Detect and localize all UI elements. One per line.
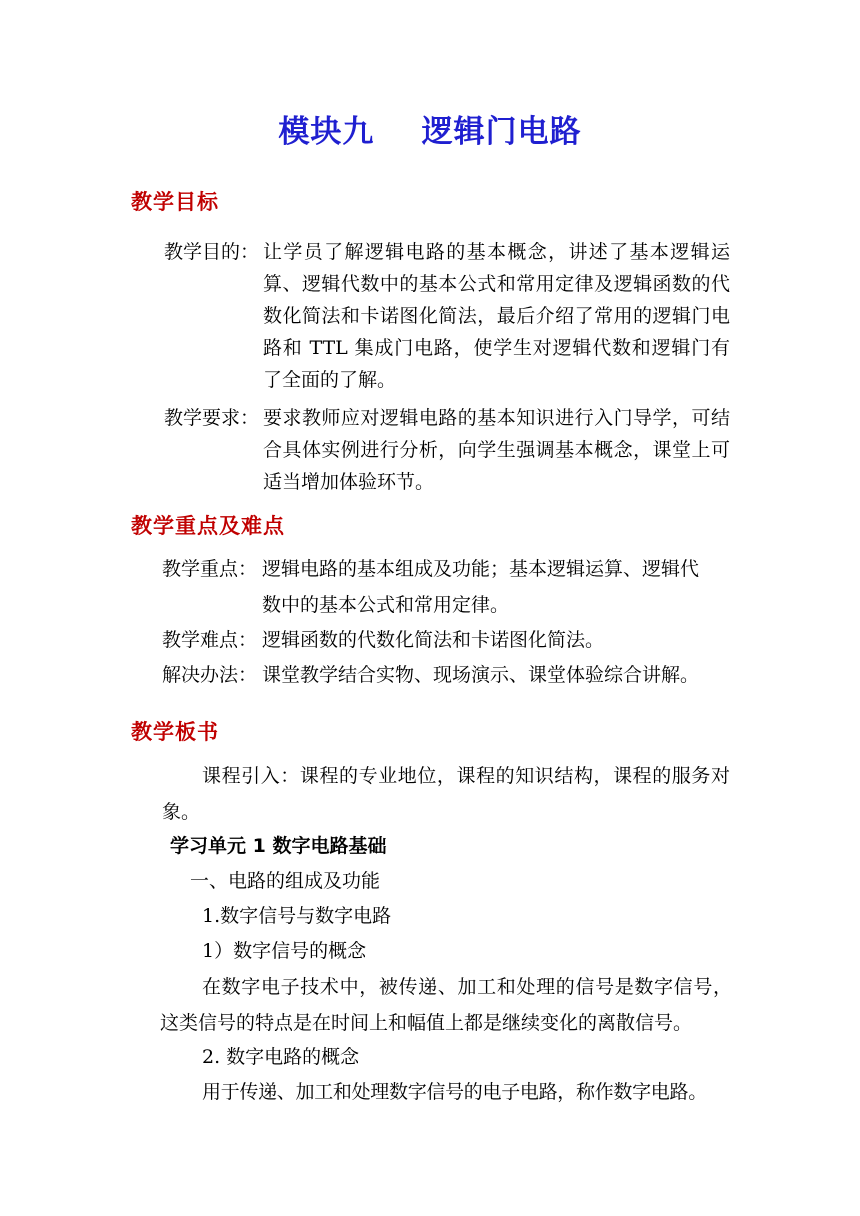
item-2: 2. 数字电路的概念 (202, 1046, 360, 1068)
document-title: 模块九 逻辑门电路 (278, 114, 582, 150)
requirement-label: 教学要求： (164, 407, 260, 429)
requirement-text: 要求教师应对逻辑电路的基本知识进行入门导学，可结合具体实例进行分析，向学生强调基本概念，课堂上可适当增加体验环节。 (263, 407, 730, 493)
purpose-block (164, 236, 730, 396)
key-label: 教学重点： (162, 558, 258, 580)
purpose-label: 教学目的： (164, 241, 260, 263)
paragraph-1: 在数字电子技术中，被传递、加工和处理的信号是数字信号，这类信号的特点是在时间上和幅值上都是继续变化的离散信号。 (160, 976, 732, 1034)
item-1: 1.数字信号与数字电路 (202, 905, 392, 927)
key-line-2: 数中的基本公式和常用定律。 (262, 594, 510, 616)
solution-text: 课堂教学结合实物、现场演示、课堂体验综合讲解。 (262, 664, 700, 686)
heading-objectives: 教学目标 (131, 190, 219, 214)
paragraph-2: 用于传递、加工和处理数字信号的电子电路，称作数字电路。 (202, 1081, 707, 1103)
key-line-1: 逻辑电路的基本组成及功能；基本逻辑运算、逻辑代 (262, 558, 700, 580)
solution-label: 解决办法： (162, 664, 258, 686)
item-1-1: 1）数字信号的概念 (202, 940, 367, 962)
heading-keypoints: 教学重点及难点 (131, 514, 285, 538)
unit-title: 学习单元 1 数字电路基础 (170, 835, 387, 857)
intro-paragraph: 课程引入：课程的专业地位，课程的知识结构，课程的服务对象。 (162, 765, 730, 823)
heading-board: 教学板书 (131, 720, 219, 744)
difficulty-label: 教学难点： (162, 629, 258, 651)
difficulty-text: 逻辑函数的代数化简法和卡诺图化简法。 (262, 629, 605, 651)
subsection-1: 一、电路的组成及功能 (190, 870, 381, 892)
requirement-block (164, 402, 730, 498)
purpose-text: 让学员了解逻辑电路的基本概念，讲述了基本逻辑运算、逻辑代数中的基本公式和常用定律及逻辑函数的代数化简法和卡诺图化简法，最后介绍了常用的逻辑门电路和 TTL 集成门电路，使学生对逻辑代数和逻辑门有了全面的了解。 (263, 241, 730, 391)
